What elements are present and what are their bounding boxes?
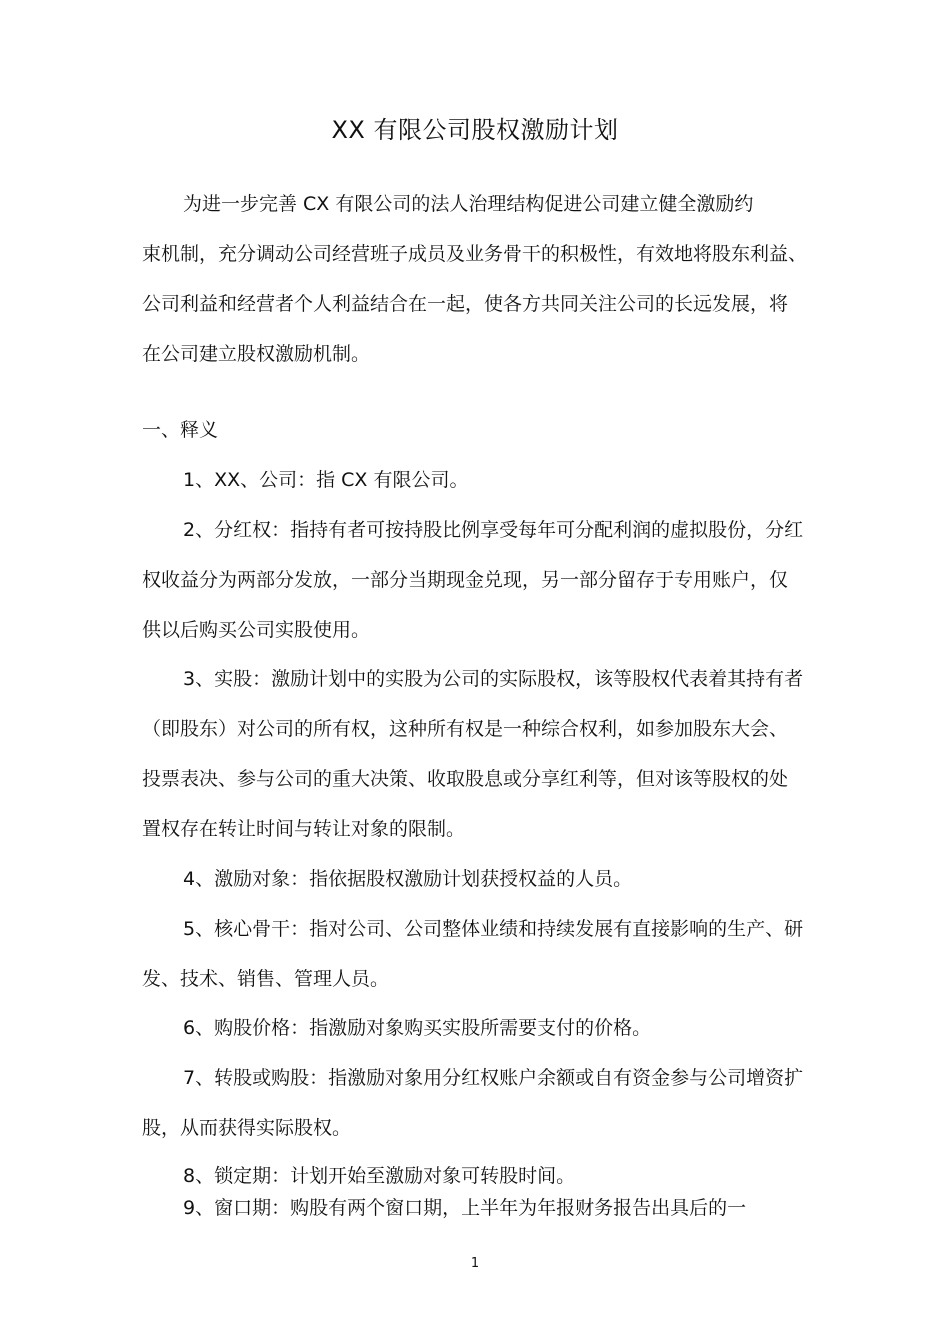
text-line: 5、核心骨干：指对公司、公司整体业绩和持续发展有直接影响的生产、研 xyxy=(183,918,804,940)
document-title: XX 有限公司股权激励计划 xyxy=(331,116,619,144)
text-line: 7、转股或购股：指激励对象用分红权账户余额或自有资金参与公司增资扩 xyxy=(183,1067,804,1089)
text-line: 9、窗口期：购股有两个窗口期，上半年为年报财务报告出具后的一 xyxy=(183,1197,747,1219)
text-line: 供以后购买公司实股使用。 xyxy=(142,619,371,641)
text-line: 发、技术、销售、管理人员。 xyxy=(142,968,390,990)
text-line: 8、锁定期：计划开始至激励对象可转股时间。 xyxy=(183,1165,576,1187)
text-line: 束机制，充分调动公司经营班子成员及业务骨干的积极性，有效地将股东利益、 xyxy=(142,243,808,265)
text-line: 置权存在转让时间与转让对象的限制。 xyxy=(142,818,466,840)
text-line: 1、XX、公司：指 CX 有限公司。 xyxy=(183,469,469,491)
text-line: 3、实股：激励计划中的实股为公司的实际股权，该等股权代表着其持有者 xyxy=(183,668,804,690)
text-line: （即股东）对公司的所有权，这种所有权是一种综合权利，如参加股东大会、 xyxy=(142,718,789,740)
text-line: 为进一步完善 CX 有限公司的法人治理结构促进公司建立健全激励约 xyxy=(183,193,754,215)
text-line: 权收益分为两部分发放，一部分当期现金兑现，另一部分留存于专用账户，仅 xyxy=(142,569,789,591)
page-number: 1 xyxy=(470,1256,480,1271)
section-heading: 一、释义 xyxy=(142,419,219,441)
text-line: 4、激励对象：指依据股权激励计划获授权益的人员。 xyxy=(183,868,633,890)
text-line: 公司利益和经营者个人利益结合在一起，使各方共同关注公司的长远发展，将 xyxy=(142,293,789,315)
text-line: 2、分红权：指持有者可按持股比例享受每年可分配利润的虚拟股份，分红 xyxy=(183,519,804,541)
text-line: 在公司建立股权激励机制。 xyxy=(142,343,371,365)
text-line: 投票表决、参与公司的重大决策、收取股息或分享红利等，但对该等股权的处 xyxy=(142,768,789,790)
text-line: 股，从而获得实际股权。 xyxy=(142,1117,352,1139)
text-line: 6、购股价格：指激励对象购买实股所需要支付的价格。 xyxy=(183,1017,652,1039)
